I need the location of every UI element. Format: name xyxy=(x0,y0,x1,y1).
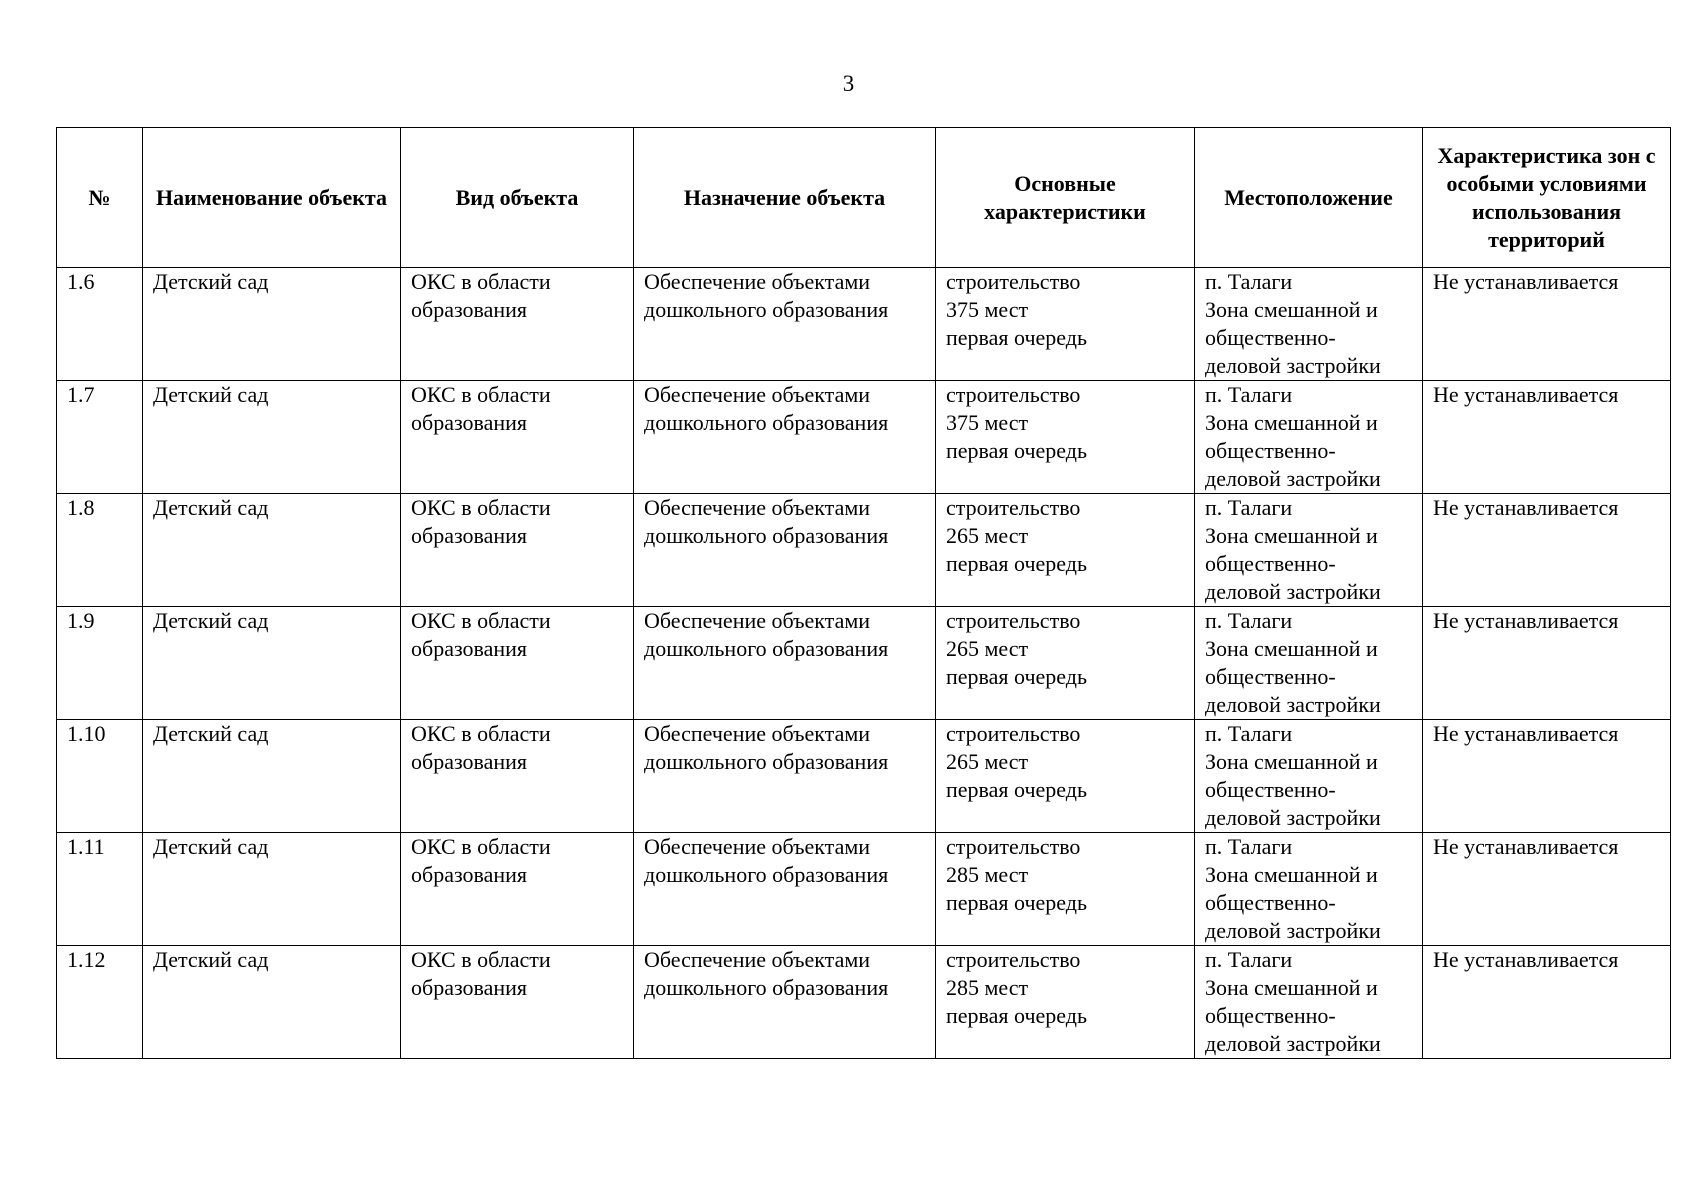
object-type-cell xyxy=(401,833,634,946)
object-type-cell-line: ОКС в области xyxy=(411,495,551,520)
characteristics-cell xyxy=(936,720,1195,833)
object-purpose-cell-line: дошкольного образования xyxy=(644,749,889,774)
object-type-cell-line: образования xyxy=(411,636,528,661)
table-body xyxy=(57,268,1671,1059)
location-cell-line: п. Талаги xyxy=(1205,269,1293,294)
location-cell-line: общественно- xyxy=(1205,664,1336,689)
characteristics-cell-line: первая очередь xyxy=(946,551,1087,576)
page-number: 3 xyxy=(842,71,855,96)
characteristics-cell-line: строительство xyxy=(946,608,1081,633)
location-cell-line: п. Талаги xyxy=(1205,721,1293,746)
zones-cell: Не устанавливается xyxy=(1423,494,1671,607)
object-purpose-cell-line: Обеспечение объектами xyxy=(644,269,871,294)
object-purpose-cell xyxy=(634,607,936,720)
object-purpose-cell-line: дошкольного образования xyxy=(644,975,889,1000)
row-number-cell: 1.12 xyxy=(57,946,143,1059)
table-row xyxy=(57,268,1671,381)
characteristics-cell-line: строительство xyxy=(946,947,1081,972)
object-purpose-cell-line: Обеспечение объектами xyxy=(644,721,871,746)
row-number-cell: 1.11 xyxy=(57,833,143,946)
location-cell xyxy=(1195,494,1423,607)
location-cell-line: общественно- xyxy=(1205,438,1336,463)
object-purpose-cell-line: Обеспечение объектами xyxy=(644,608,871,633)
object-name-cell: Детский сад xyxy=(143,833,401,946)
object-type-cell-line: ОКС в области xyxy=(411,721,551,746)
object-purpose-cell-line: дошкольного образования xyxy=(644,636,889,661)
object-name-cell: Детский сад xyxy=(143,946,401,1059)
characteristics-cell xyxy=(936,494,1195,607)
header-cell-purpose: Назначение объекта xyxy=(634,128,936,268)
zones-cell: Не устанавливается xyxy=(1423,607,1671,720)
object-purpose-cell-line: дошкольного образования xyxy=(644,410,889,435)
location-cell-line: деловой застройки xyxy=(1205,353,1381,378)
table-row xyxy=(57,494,1671,607)
characteristics-cell-line: 265 мест xyxy=(946,749,1029,774)
object-purpose-cell xyxy=(634,946,936,1059)
object-type-cell-line: образования xyxy=(411,523,528,548)
characteristics-cell xyxy=(936,607,1195,720)
location-cell-line: п. Талаги xyxy=(1205,947,1293,972)
location-cell-line: Зона смешанной и xyxy=(1205,636,1378,661)
location-cell-line: деловой застройки xyxy=(1205,1031,1381,1056)
table-row xyxy=(57,720,1671,833)
object-purpose-cell xyxy=(634,268,936,381)
characteristics-cell-line: 375 мест xyxy=(946,297,1029,322)
object-type-cell xyxy=(401,720,634,833)
object-purpose-cell-line: дошкольного образования xyxy=(644,297,889,322)
characteristics-cell-line: первая очередь xyxy=(946,325,1087,350)
header-cell-number: № xyxy=(57,128,143,268)
characteristics-cell-line: 265 мест xyxy=(946,636,1029,661)
header-cell-location: Местоположение xyxy=(1195,128,1423,268)
location-cell-line: Зона смешанной и xyxy=(1205,749,1378,774)
location-cell-line: п. Талаги xyxy=(1205,834,1293,859)
header-cell-characteristics: Основные характеристики xyxy=(936,128,1195,268)
object-type-cell-line: образования xyxy=(411,410,528,435)
object-purpose-cell xyxy=(634,720,936,833)
object-type-cell-line: ОКС в области xyxy=(411,382,551,407)
table-row xyxy=(57,833,1671,946)
zones-cell: Не устанавливается xyxy=(1423,720,1671,833)
characteristics-cell xyxy=(936,833,1195,946)
object-purpose-cell-line: Обеспечение объектами xyxy=(644,947,871,972)
table-header-row xyxy=(57,128,1671,268)
object-type-cell xyxy=(401,946,634,1059)
object-type-cell-line: ОКС в области xyxy=(411,269,551,294)
location-cell xyxy=(1195,268,1423,381)
characteristics-cell-line: строительство xyxy=(946,495,1081,520)
location-cell-line: п. Талаги xyxy=(1205,495,1293,520)
characteristics-cell xyxy=(936,381,1195,494)
location-cell-line: Зона смешанной и xyxy=(1205,975,1378,1000)
object-type-cell-line: образования xyxy=(411,975,528,1000)
location-cell-line: Зона смешанной и xyxy=(1205,523,1378,548)
location-cell-line: деловой застройки xyxy=(1205,918,1381,943)
characteristics-cell-line: строительство xyxy=(946,721,1081,746)
characteristics-cell-line: 375 мест xyxy=(946,410,1029,435)
object-purpose-cell-line: Обеспечение объектами xyxy=(644,382,871,407)
object-purpose-cell-line: Обеспечение объектами xyxy=(644,834,871,859)
object-type-cell xyxy=(401,607,634,720)
object-purpose-cell xyxy=(634,833,936,946)
object-type-cell-line: образования xyxy=(411,862,528,887)
row-number-cell: 1.10 xyxy=(57,720,143,833)
object-purpose-cell xyxy=(634,494,936,607)
location-cell xyxy=(1195,946,1423,1059)
location-cell xyxy=(1195,720,1423,833)
zones-cell: Не устанавливается xyxy=(1423,381,1671,494)
characteristics-cell-line: строительство xyxy=(946,382,1081,407)
location-cell-line: общественно- xyxy=(1205,325,1336,350)
zones-cell: Не устанавливается xyxy=(1423,833,1671,946)
table-row xyxy=(57,381,1671,494)
header-cell-type: Вид объекта xyxy=(401,128,634,268)
row-number-cell: 1.8 xyxy=(57,494,143,607)
object-name-cell: Детский сад xyxy=(143,381,401,494)
characteristics-cell-line: 265 мест xyxy=(946,523,1029,548)
object-type-cell xyxy=(401,268,634,381)
header-cell-zones: Характеристика зон с особыми условиями использования территорий xyxy=(1423,128,1671,268)
object-type-cell-line: ОКС в области xyxy=(411,608,551,633)
object-type-cell-line: ОКС в области xyxy=(411,947,551,972)
characteristics-cell xyxy=(936,268,1195,381)
row-number-cell: 1.9 xyxy=(57,607,143,720)
object-type-cell xyxy=(401,381,634,494)
location-cell-line: деловой застройки xyxy=(1205,692,1381,717)
table-row xyxy=(57,607,1671,720)
characteristics-cell-line: первая очередь xyxy=(946,1003,1087,1028)
location-cell-line: Зона смешанной и xyxy=(1205,410,1378,435)
location-cell-line: общественно- xyxy=(1205,1003,1336,1028)
characteristics-cell-line: 285 мест xyxy=(946,975,1029,1000)
location-cell-line: деловой застройки xyxy=(1205,805,1381,830)
location-cell xyxy=(1195,607,1423,720)
object-type-cell-line: образования xyxy=(411,297,528,322)
row-number-cell: 1.6 xyxy=(57,268,143,381)
characteristics-cell-line: 285 мест xyxy=(946,862,1029,887)
characteristics-cell xyxy=(936,946,1195,1059)
location-cell xyxy=(1195,381,1423,494)
location-cell-line: Зона смешанной и xyxy=(1205,297,1378,322)
location-cell xyxy=(1195,833,1423,946)
object-type-cell-line: образования xyxy=(411,749,528,774)
location-cell-line: Зона смешанной и xyxy=(1205,862,1378,887)
object-type-cell xyxy=(401,494,634,607)
location-cell-line: п. Талаги xyxy=(1205,608,1293,633)
object-purpose-cell xyxy=(634,381,936,494)
characteristics-cell-line: первая очередь xyxy=(946,777,1087,802)
location-cell-line: общественно- xyxy=(1205,890,1336,915)
object-name-cell: Детский сад xyxy=(143,720,401,833)
characteristics-cell-line: первая очередь xyxy=(946,664,1087,689)
characteristics-cell-line: первая очередь xyxy=(946,438,1087,463)
characteristics-cell-line: строительство xyxy=(946,269,1081,294)
object-purpose-cell-line: дошкольного образования xyxy=(644,523,889,548)
location-cell-line: деловой застройки xyxy=(1205,579,1381,604)
location-cell-line: п. Талаги xyxy=(1205,382,1293,407)
object-name-cell: Детский сад xyxy=(143,607,401,720)
row-number-cell: 1.7 xyxy=(57,381,143,494)
characteristics-cell-line: строительство xyxy=(946,834,1081,859)
table-row xyxy=(57,946,1671,1059)
object-name-cell: Детский сад xyxy=(143,268,401,381)
zones-cell: Не устанавливается xyxy=(1423,946,1671,1059)
characteristics-cell-line: первая очередь xyxy=(946,890,1087,915)
object-name-cell: Детский сад xyxy=(143,494,401,607)
object-purpose-cell-line: дошкольного образования xyxy=(644,862,889,887)
zones-cell: Не устанавливается xyxy=(1423,268,1671,381)
object-purpose-cell-line: Обеспечение объектами xyxy=(644,495,871,520)
location-cell-line: общественно- xyxy=(1205,777,1336,802)
location-cell-line: деловой застройки xyxy=(1205,466,1381,491)
object-type-cell-line: ОКС в области xyxy=(411,834,551,859)
location-cell-line: общественно- xyxy=(1205,551,1336,576)
objects-table xyxy=(56,127,1671,1059)
header-cell-name: Наименование объекта xyxy=(143,128,401,268)
